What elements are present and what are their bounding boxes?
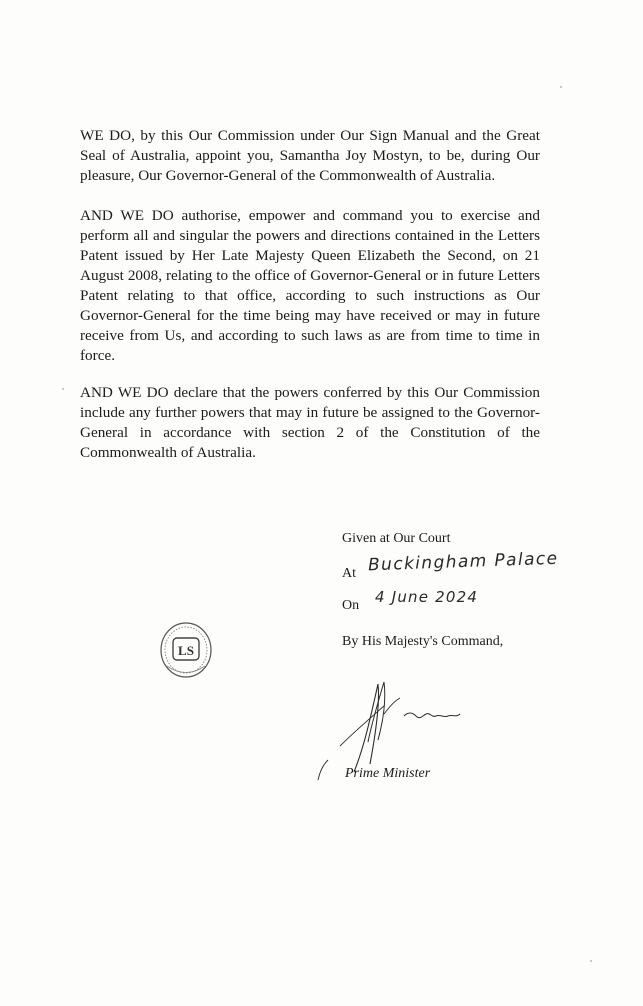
paper-speck bbox=[560, 86, 562, 88]
ls-seal-icon bbox=[158, 619, 214, 679]
commission-paragraph-authority: AND WE DO authorise, empower and command you to exercise and perform all and singular the powers and directions contained in the Letters Patent issued by Her Late Majesty Queen Elizabeth the Second, on 21 August 2008, relating to the office of Governor-General or in future Letters Patent relating to that office, according to such instructions as Our Governor-General for the time being may have received or may in future receive from Us, and according to such laws as are from time to time in force. bbox=[80, 207, 540, 364]
at-label: At bbox=[342, 566, 356, 581]
paper-speck bbox=[62, 388, 64, 390]
on-label: On bbox=[342, 598, 360, 613]
by-command-line: By His Majesty's Command, bbox=[342, 634, 504, 649]
prime-minister-title: Prime Minister bbox=[345, 766, 431, 781]
handwritten-place: Buckingham Palace bbox=[367, 548, 559, 576]
svg-text:LS: LS bbox=[178, 643, 194, 658]
given-at-court-line: Given at Our Court bbox=[342, 531, 451, 546]
paper-speck bbox=[590, 960, 592, 962]
commission-paragraph-powers: AND WE DO declare that the powers conferred by this Our Commission include any further powers that may in future be assigned to the Governor-General in accordance with section 2 of the Constitution of the Commonwealth of Australia. bbox=[80, 384, 540, 461]
handwritten-date: 4 June 2024 bbox=[375, 588, 479, 606]
commission-paragraph-appointment: WE DO, by this Our Commission under Our Sign Manual and the Great Seal of Australia, appoint you, Samantha Joy Mostyn, to be, during Our pleasure, Our Governor-General of the Commonwealth of Australia. bbox=[80, 127, 540, 184]
